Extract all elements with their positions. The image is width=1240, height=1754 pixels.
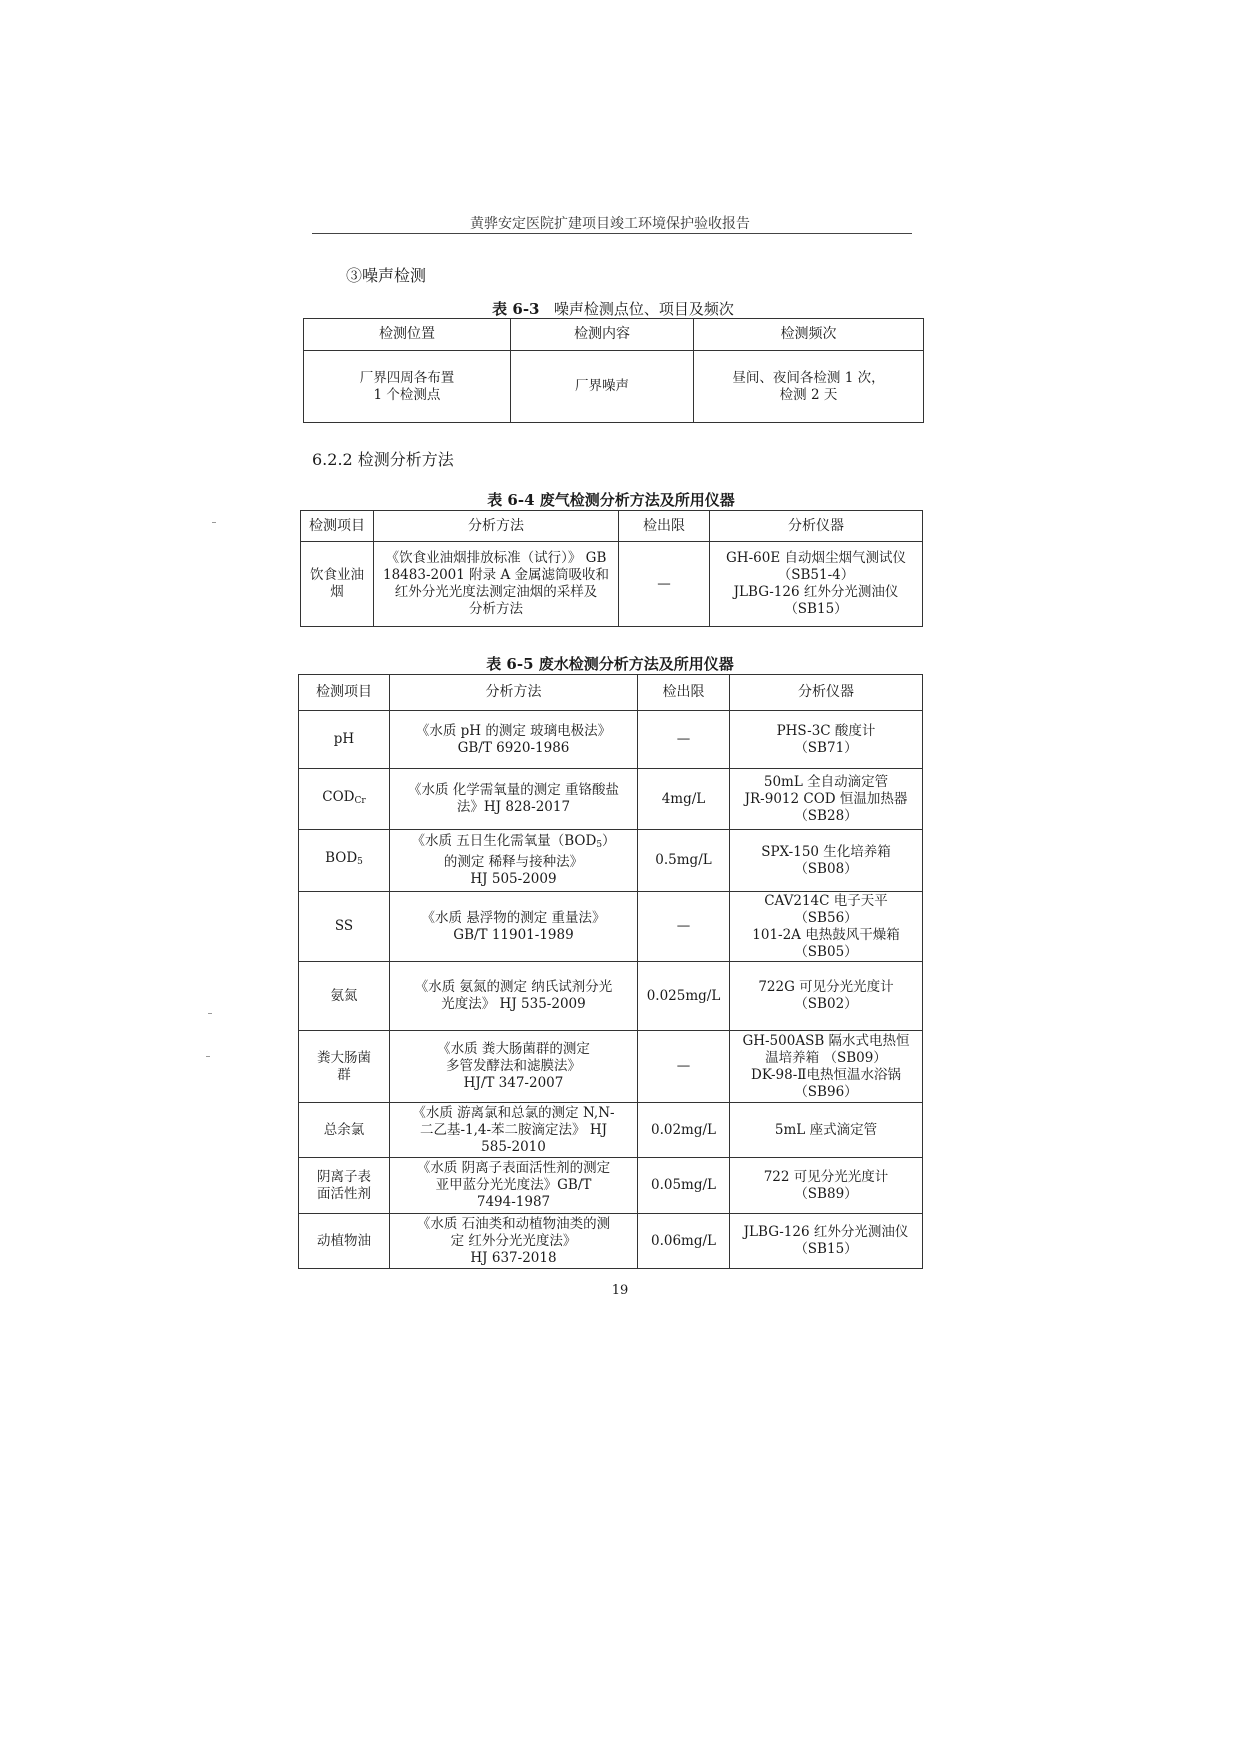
table-header-cell: 检出限: [638, 675, 730, 711]
noise-section-heading: ③噪声检测: [346, 266, 427, 285]
table-header-cell: 分析方法: [374, 511, 619, 542]
cell-line: 红外分光光度法测定油烟的采样及: [394, 584, 598, 600]
cell-line: 面活性剂: [317, 1185, 371, 1202]
table-cell-instrument: 5mL 座式滴定管: [730, 1103, 923, 1158]
cell-line: DK-98-Ⅱ电热恒温水浴锅: [751, 1066, 901, 1083]
table-header-cell: 分析仪器: [710, 511, 923, 542]
table-cell-method: [390, 830, 638, 892]
cell-line: GH-500ASB 隔水式电热恒: [742, 1032, 910, 1049]
table-cell-method: [390, 892, 638, 962]
table-cell-instrument: [730, 711, 923, 769]
cell-line: 法》HJ 828-2017: [456, 799, 571, 815]
cell-line: JLBG-126 红外分光测油仪: [733, 584, 899, 600]
table-header-cell: 分析方法: [390, 675, 638, 711]
cell-line: HJ 505-2009: [470, 871, 557, 887]
table-header-cell: 检出限: [619, 511, 710, 542]
subscript: Cr: [354, 795, 366, 806]
cell-line: 亚甲蓝分光光度法》GB/T: [435, 1177, 592, 1193]
table-cell-instrument: [730, 962, 923, 1031]
cell-line: 光度法》 HJ 535-2009: [441, 996, 586, 1012]
cell-line: 722G 可见分光光度计: [758, 979, 894, 995]
table-header-cell: 检测位置: [304, 319, 511, 351]
table-header-cell: 检测项目: [301, 511, 374, 542]
cell-line: （SB15）: [784, 601, 848, 617]
table-cell-method: [390, 1103, 638, 1158]
cell-line: 温培养箱 （SB09）: [765, 1049, 887, 1066]
cell-line: 《水质 化学需氧量的测定 重铬酸盐: [407, 782, 620, 798]
table-header-cell: 检测项目: [299, 675, 390, 711]
cell-line: 《水质 五日生化需氧量（BOD: [411, 833, 597, 849]
subscript: 5: [357, 857, 363, 867]
table-6-4-header-row: [301, 511, 923, 542]
table-cell-item: [299, 769, 390, 830]
table-cell-item: 动植物油: [299, 1214, 390, 1269]
cell-line: GB/T 6920-1986: [457, 739, 570, 756]
cell-line: 阴离子表: [317, 1168, 371, 1185]
cell-line: 昼间、夜间各检测 1 次，: [732, 369, 885, 386]
cell-line: HJ 637-2018: [470, 1249, 557, 1266]
table-row: [299, 1214, 923, 1269]
table-header-cell: 检测内容: [511, 319, 694, 351]
table-cell-frequency: [694, 351, 924, 423]
table-row: [299, 1103, 923, 1158]
table-cell-content: 厂界噪声: [511, 351, 694, 423]
table-cell-instrument: [730, 1031, 923, 1103]
cell-line: GH-60E 自动烟尘烟气测试仪: [726, 550, 906, 566]
table-6-4-caption-text: 废气检测分析方法及所用仪器: [539, 491, 735, 509]
table-cell-instrument: [710, 542, 923, 627]
cell-line: 《饮食业油烟排放标准（试行）》 GB: [385, 550, 607, 566]
cell-line: 《水质 悬浮物的测定 重量法》: [421, 909, 606, 926]
cell-line: JR-9012 COD 恒温加热器: [744, 790, 908, 807]
cell-line: 7494-1987: [476, 1194, 551, 1210]
cell-line: （SB51-4）: [777, 567, 855, 583]
table-row: [301, 542, 923, 627]
table-cell-item: 氨氮: [299, 962, 390, 1031]
cell-line: 585-2010: [481, 1138, 546, 1155]
scan-speck: [208, 1013, 212, 1014]
table-6-5-caption: [298, 653, 922, 674]
cell-line: 二乙基-1,4-苯二胺滴定法》 HJ: [419, 1121, 608, 1138]
cell-line: （SB05）: [794, 943, 858, 960]
table-cell-method: [374, 542, 619, 627]
table-row: [299, 1031, 923, 1103]
table-6-3-caption: [303, 298, 923, 319]
table-6-4-caption-number: 表 6-4: [487, 491, 535, 509]
table-cell-item: [301, 542, 374, 627]
table-6-3-caption-number: 表 6-3: [492, 300, 540, 318]
table-row: [299, 711, 923, 769]
cell-line: CAV214C 电子天平: [764, 892, 888, 909]
table-6-5: [298, 674, 923, 1269]
table-cell-limit: 0.05mg/L: [638, 1158, 730, 1214]
section-6-2-2-heading: 6.2.2 检测分析方法: [312, 450, 454, 469]
cell-line: 定 红外分光光度法》: [450, 1232, 577, 1249]
table-cell-item: 总余氯: [299, 1103, 390, 1158]
table-row: [299, 1158, 923, 1214]
table-6-3-header-row: [304, 319, 924, 351]
table-cell-item: [299, 1158, 390, 1214]
cell-line: 《水质 pH 的测定 玻璃电极法》: [415, 722, 612, 739]
table-cell-method: [390, 1214, 638, 1269]
table-cell-method: [390, 962, 638, 1031]
table-cell-item: pH: [299, 711, 390, 769]
table-cell-instrument: [730, 1214, 923, 1269]
cell-line: BOD: [325, 850, 358, 866]
table-row: [299, 962, 923, 1031]
cell-line: （SB89）: [794, 1185, 858, 1202]
cell-line: 722 可见分光光度计: [763, 1168, 889, 1185]
table-cell-limit: 0.025mg/L: [638, 962, 730, 1031]
table-row: [299, 769, 923, 830]
table-row: [304, 351, 924, 423]
cell-line: JLBG-126 红外分光测油仪: [743, 1224, 909, 1240]
table-6-5-caption-text: 废水检测分析方法及所用仪器: [538, 655, 734, 673]
table-row: [299, 892, 923, 962]
table-cell-instrument: [730, 892, 923, 962]
table-cell-item: SS: [299, 892, 390, 962]
cell-line: PHS-3C 酸度计: [776, 722, 876, 739]
table-row: [299, 830, 923, 892]
scan-speck: [212, 522, 216, 523]
table-cell-position: [304, 351, 511, 423]
table-cell-limit: 4mg/L: [638, 769, 730, 830]
table-cell-method: [390, 711, 638, 769]
cell-line: （SB02）: [794, 996, 858, 1012]
table-header-cell: 检测频次: [694, 319, 924, 351]
table-6-4-caption: [300, 489, 922, 510]
page-number: 19: [611, 1283, 629, 1298]
cell-line: （SB56）: [794, 909, 858, 926]
cell-line: 《水质 氨氮的测定 纳氏试剂分光: [414, 979, 613, 995]
table-cell-instrument: [730, 830, 923, 892]
cell-line: 厂界四周各布置: [359, 369, 455, 386]
cell-line: 50mL 全自动滴定管: [763, 773, 889, 790]
cell-line: 1 个检测点: [373, 386, 441, 403]
table-cell-limit: —: [638, 1031, 730, 1103]
cell-line: 多管发酵法和滤膜法》: [446, 1058, 581, 1074]
table-cell-item: [299, 1031, 390, 1103]
table-6-5-caption-number: 表 6-5: [486, 655, 534, 673]
table-cell-method: [390, 769, 638, 830]
cell-line: （SB15）: [794, 1241, 858, 1257]
cell-line: （SB96）: [794, 1083, 858, 1100]
cell-line: GB/T 11901-1989: [453, 926, 574, 943]
cell-line: 检测 2 天: [779, 386, 838, 403]
table-cell-limit: 0.02mg/L: [638, 1103, 730, 1158]
cell-line: 粪大肠菌: [317, 1049, 371, 1066]
table-cell-method: [390, 1158, 638, 1214]
table-cell-limit: —: [638, 711, 730, 769]
table-cell-instrument: [730, 769, 923, 830]
cell-line: 分析方法: [469, 601, 523, 617]
cell-line: COD: [322, 788, 355, 805]
cell-line: 群: [337, 1066, 351, 1083]
table-6-3-caption-text: 噪声检测点位、项目及频次: [553, 300, 734, 318]
header-divider: [312, 233, 912, 234]
cell-line: 的测定 稀释与接种法》: [443, 854, 584, 870]
table-cell-limit: —: [638, 892, 730, 962]
table-header-cell: 分析仪器: [730, 675, 923, 711]
cell-line: ）: [602, 833, 616, 849]
cell-line: 《水质 游离氯和总氯的测定 N,N-: [412, 1104, 615, 1121]
cell-line: 烟: [330, 584, 344, 600]
cell-line: 《水质 粪大肠菌群的测定: [437, 1041, 590, 1057]
cell-line: （SB71）: [794, 739, 858, 756]
table-cell-instrument: [730, 1158, 923, 1214]
cell-line: 《水质 石油类和动植物油类的测: [416, 1215, 611, 1232]
table-cell-limit: —: [619, 542, 710, 627]
scan-speck: [206, 1056, 210, 1057]
subscript: 5: [596, 840, 603, 850]
cell-line: HJ/T 347-2007: [463, 1075, 564, 1091]
document-header-title: 黄骅安定医院扩建项目竣工环境保护验收报告: [470, 216, 750, 232]
cell-line: 饮食业油: [310, 567, 364, 583]
cell-line: 101-2A 电热鼓风干燥箱: [752, 926, 900, 943]
table-6-5-header-row: [299, 675, 923, 711]
cell-line: （SB08）: [794, 860, 858, 877]
table-cell-method: [390, 1031, 638, 1103]
table-cell-limit: 0.06mg/L: [638, 1214, 730, 1269]
table-cell-limit: 0.5mg/L: [638, 830, 730, 892]
table-cell-item: [299, 830, 390, 892]
cell-line: 《水质 阴离子表面活性剂的测定: [416, 1160, 611, 1176]
table-6-4: [300, 510, 923, 627]
cell-line: 18483-2001 附录 A 金属滤筒吸收和: [383, 567, 609, 583]
table-6-3: [303, 318, 924, 423]
cell-line: SPX-150 生化培养箱: [761, 843, 891, 860]
cell-line: （SB28）: [794, 807, 858, 824]
